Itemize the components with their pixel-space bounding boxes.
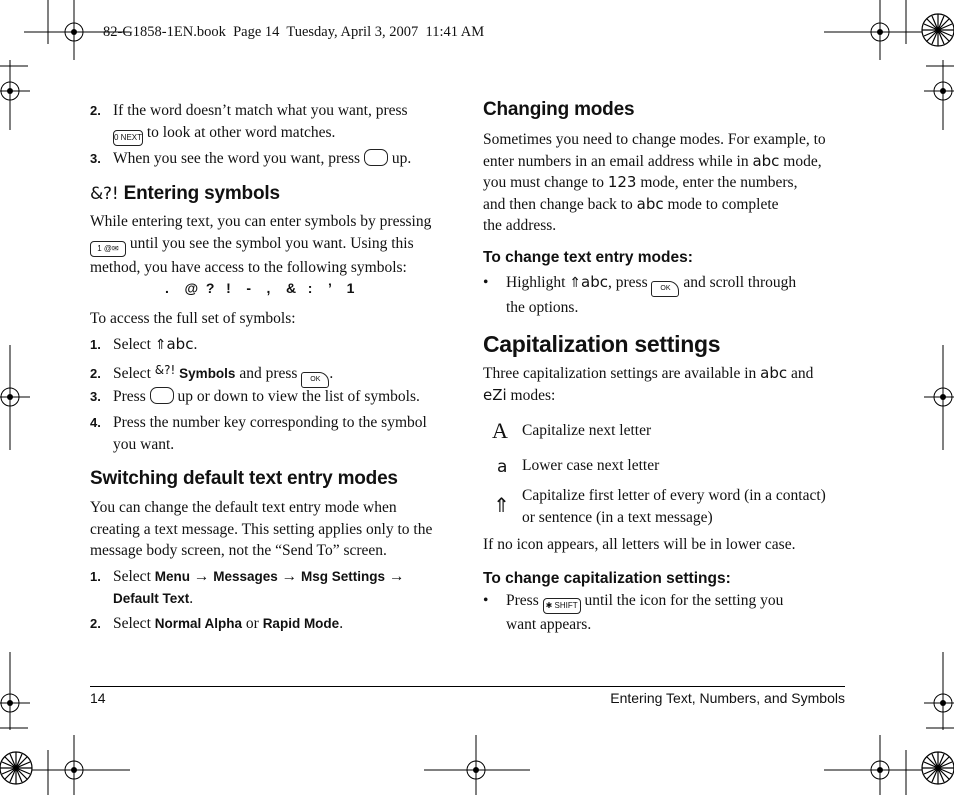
to-change-modes-heading: To change text entry modes: bbox=[483, 249, 693, 266]
numeric-mode-icon: 123 bbox=[607, 173, 637, 191]
step-2: 2. If the word doesn’t match what you want, press 0 NEXT to look at other word matches. bbox=[90, 100, 450, 146]
step-number: 2. bbox=[90, 103, 101, 118]
full-set-step-3: 3. Press up or down to view the list of symbols. bbox=[90, 388, 420, 405]
step-3: 3. When you see the word you want, press up. bbox=[90, 150, 412, 167]
starburst-bottom-right bbox=[922, 752, 954, 784]
lowercase-icon: a bbox=[497, 457, 508, 477]
changing-modes-paragraph: Sometimes you need to change modes. For example, to enter numbers in an email address while in abc mode, you must change to 123 mode, enter the numbers, and then change back to abc mode to complete the address. bbox=[483, 131, 826, 234]
abc-mode-icon: abc bbox=[752, 151, 780, 170]
capitalization-heading: Capitalization settings bbox=[483, 331, 721, 357]
full-set-step-1: 1. Select ⇑abc. bbox=[90, 335, 198, 353]
symbols-mode-icon: &?! bbox=[154, 363, 176, 377]
change-caps-bullet: • Press ✱ SHIFT until the icon for the setting you want appears. bbox=[483, 592, 784, 633]
full-set-step-2: 2. Select &?! Symbols and press OK . bbox=[90, 360, 333, 388]
navigation-key-icon bbox=[150, 387, 174, 404]
page-number: 14 bbox=[90, 690, 106, 706]
capitalize-first-icon: ⇑ bbox=[569, 276, 582, 291]
changing-modes-heading: Changing modes bbox=[483, 99, 635, 120]
footer-rule bbox=[90, 686, 845, 687]
entering-symbols-heading: &?! Entering symbols bbox=[90, 183, 280, 204]
option-lowercase-next: Lower case next letter bbox=[522, 457, 660, 474]
capitalization-paragraph: Three capitalization settings are available in abc and eZi modes: bbox=[483, 364, 814, 404]
ok-key-icon: OK bbox=[301, 372, 329, 388]
abc-mode-icon: abc bbox=[636, 194, 664, 213]
option-capitalize-next: Capitalize next letter bbox=[522, 422, 652, 439]
starburst-top-right bbox=[922, 14, 954, 46]
starburst-bottom-left bbox=[0, 752, 32, 784]
capitalize-first-icon: ⇑ bbox=[154, 338, 167, 353]
switching-step-2: 2. Select Normal Alpha or Rapid Mode. bbox=[90, 615, 344, 632]
zero-next-key-icon: 0 NEXT bbox=[113, 130, 143, 146]
to-change-caps-heading: To change capitalization settings: bbox=[483, 570, 731, 587]
symbols-paragraph: While entering text, you can enter symbols by pressing 1 @✉ until you see the symbol you want. Using this method, you have access to the following symbols: bbox=[90, 213, 432, 276]
switching-step-1: 1. Select Menu → Messages → Msg Settings → Default Text. bbox=[90, 568, 405, 607]
symbol-list: . @ ? ! - , & : ’ 1 bbox=[165, 280, 355, 296]
header-stamp: 82-G1858-1EN.book Page 14 Tuesday, April 3, 2007 11:41 AM bbox=[103, 24, 485, 40]
no-icon-note: If no icon appears, all letters will be in lower case. bbox=[483, 536, 796, 553]
star-shift-key-icon: ✱ SHIFT bbox=[543, 598, 581, 614]
chapter-title: Entering Text, Numbers, and Symbols bbox=[610, 690, 845, 706]
option-capitalize-first: Capitalize first letter of every word (in a contact) or sentence (in a text message) bbox=[522, 487, 826, 526]
switching-modes-heading: Switching default text entry modes bbox=[90, 468, 398, 489]
uppercase-icon: A bbox=[492, 418, 508, 443]
switching-paragraph: You can change the default text entry mode when creating a text message. This setting applies only to the message body screen, not the “Send To” screen. bbox=[90, 499, 433, 559]
abc-mode-icon: abc bbox=[166, 335, 194, 353]
capitalize-first-icon: ⇑ bbox=[493, 493, 510, 517]
symbols-mode-icon: &?! bbox=[90, 184, 119, 204]
ezi-mode-icon: eZi bbox=[483, 385, 507, 404]
abc-mode-icon: abc bbox=[760, 364, 788, 382]
full-set-intro: To access the full set of symbols: bbox=[90, 310, 296, 327]
navigation-key-icon bbox=[364, 149, 388, 166]
change-modes-bullet: • Highlight ⇑abc, press OK and scroll through the options. bbox=[483, 273, 797, 316]
ok-key-icon: OK bbox=[651, 281, 679, 297]
one-key-icon: 1 @✉ bbox=[90, 241, 126, 257]
full-set-step-4: 4. Press the number key corresponding to the symbol you want. bbox=[90, 414, 427, 453]
abc-mode-icon: abc bbox=[581, 273, 608, 291]
